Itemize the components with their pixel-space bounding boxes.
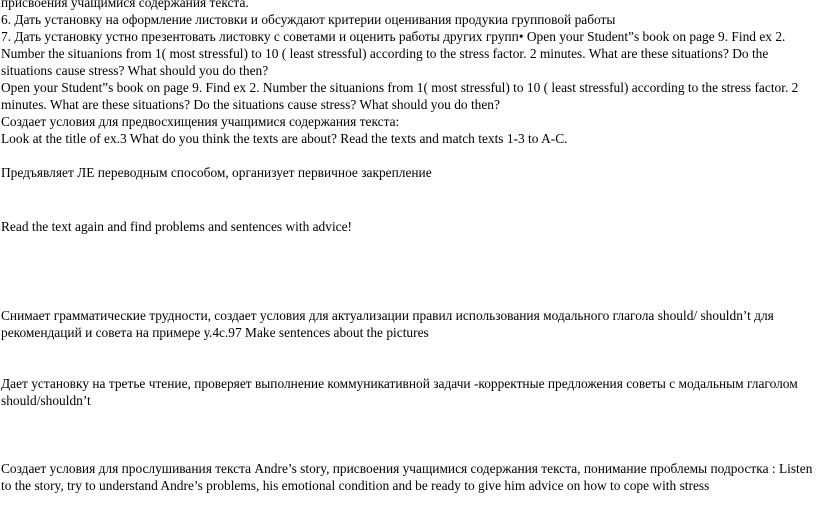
spacer	[1, 181, 813, 218]
paragraph-step-6: 6. Дать установку на оформление листовки и обсуждают критерии оценивания продукиа групповой работы	[1, 12, 616, 27]
paragraph-anticipation: Создает условия для предвосхищения учащимися содержания текста:	[1, 114, 400, 129]
spacer	[1, 290, 813, 307]
spacer	[1, 235, 813, 290]
spacer	[1, 147, 813, 164]
spacer	[1, 409, 813, 460]
paragraph-step-7: 7. Дать установку устно презентовать листовку с советами и оценить работы других групп• Open your Student”s book on page 9. Find ex 2. Number the situanions from 1( most stressful) to 10 ( least stressful) according to the stress factor. 2 minutes. What are these situations? Do the situations cause stress? What should you do then?	[1, 29, 786, 78]
paragraph-listening: Создает условия для прослушивания текста Andre’s story, присвоения учащимися содержания текста, понимание проблемы подростка : Listen to the story, try to understand Andre’s problems, his emotional condition and be ready to give him advice on how to cope with stress	[1, 461, 813, 493]
paragraph-third-reading: Дает установку на третье чтение, проверяет выполнение коммуникативной задачи -корректные предложения советы с модальным глаголом should/shouldn’t	[1, 376, 798, 408]
paragraph-open-book: Open your Student”s book on page 9. Find ex 2. Number the situanions from 1( most stressful) to 10 ( least stressful) according to the stress factor. 2 minutes. What are these situations? Do the situations cause stress? What should you do then?	[1, 80, 799, 112]
paragraph-look-at-title: Look at the title of ex.3 What do you think the texts are about? Read the texts and match texts 1-3 to A-C.	[1, 131, 568, 146]
paragraph-text-assimilation: присвоения учащимися содержания текста.	[1, 0, 249, 10]
spacer	[1, 341, 813, 375]
paragraph-read-again: Read the text again and find problems and sentences with advice!	[1, 219, 353, 234]
paragraph-vocabulary: Предъявляет ЛЕ переводным способом, организует первичное закрепление	[1, 165, 432, 180]
paragraph-grammar: Снимает грамматические трудности, создает условия для актуализации правил использования модального глагола should/ shouldn’t для рекомендаций и совета на примере у.4с.97 Make sentences about the pictures	[1, 308, 774, 340]
